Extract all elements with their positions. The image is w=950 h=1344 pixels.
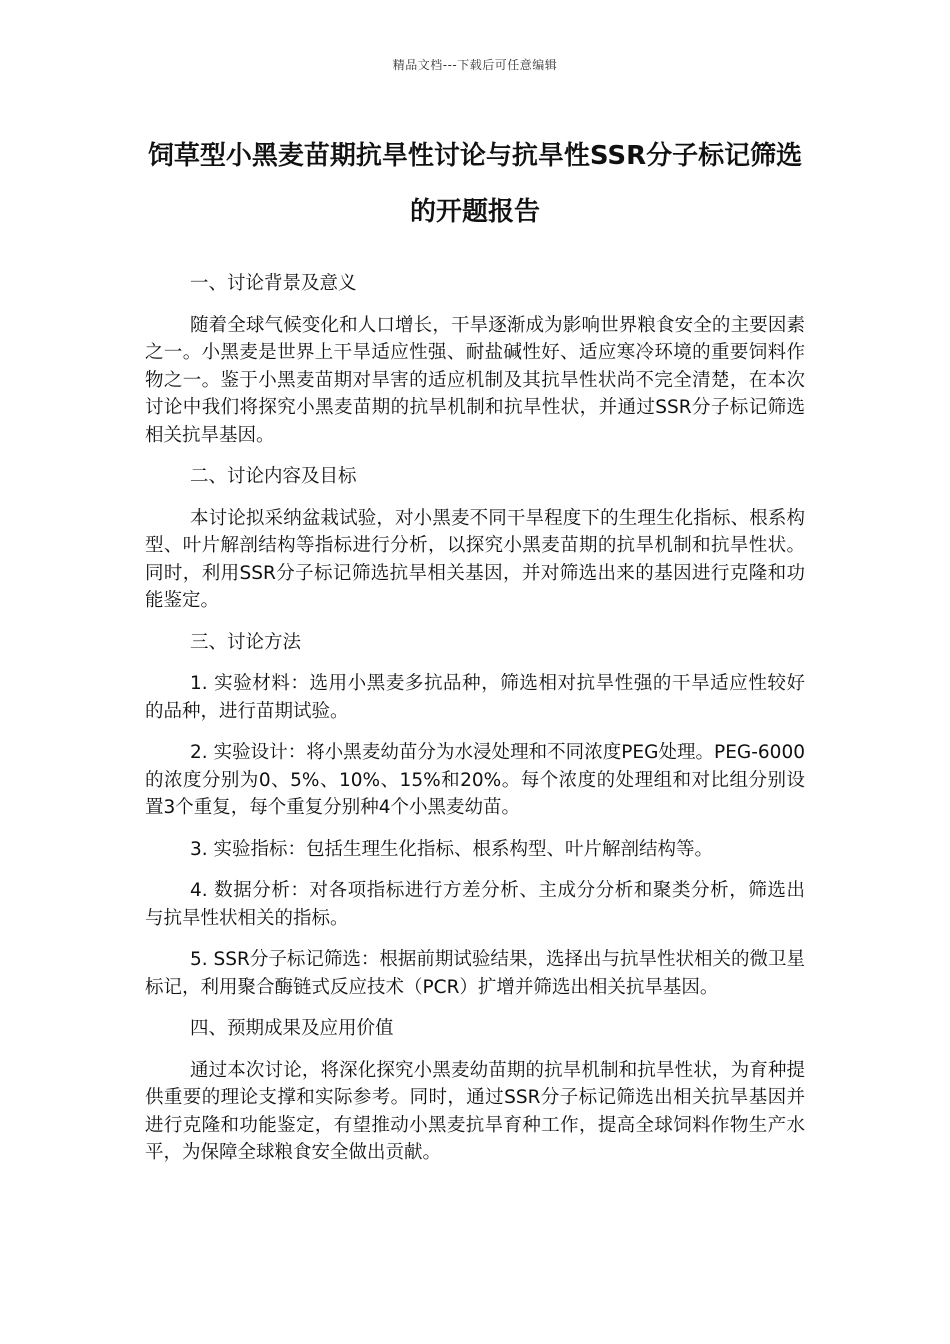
paragraph-outcomes: 通过本次讨论，将深化探究小黑麦幼苗期的抗旱机制和抗旱性状，为育种提供重要的理论支撑和实际参考。同时，通过SSR分子标记筛选出相关抗旱基因并进行克隆和功能鉴定，有望推动小黑麦抗旱育种工作，提高全球饲料作物生产水平，为保障全球粮食安全做出贡献。 — [145, 1059, 805, 1163]
section-heading-methods: 三、讨论方法 — [190, 631, 302, 653]
paragraph-background: 随着全球气候变化和人口增长，干旱逐渐成为影响世界粮食安全的主要因素之一。小黑麦是世界上干旱适应性强、耐盐碱性好、适应寒冷环境的重要饲料作物之一。鉴于小黑麦苗期对旱害的适应机制及其抗旱性状尚不完全清楚，在本次讨论中我们将探究小黑麦苗期的抗旱机制和抗旱性状，并通过SSR分子标记筛选相关抗旱基因。 — [145, 314, 805, 446]
paragraph-method-analysis: 4. 数据分析：对各项指标进行方差分析、主成分分析和聚类分析，筛选出与抗旱性状相关的指标。 — [145, 880, 805, 929]
section-heading-content: 二、讨论内容及目标 — [190, 466, 357, 487]
section-heading-background: 一、讨论背景及意义 — [190, 273, 357, 294]
paragraph-content: 本讨论拟采纳盆栽试验，对小黑麦不同干旱程度下的生理生化指标、根系构型、叶片解剖结构等指标进行分析，以探究小黑麦苗期的抗旱机制和抗旱性状。同时，利用SSR分子标记筛选抗旱相关基因，并对筛选出来的基因进行克隆和功能鉴定。 — [145, 507, 805, 611]
paragraph-method-indicators: 3. 实验指标：包括生理生化指标、根系构型、叶片解剖结构等。 — [190, 838, 714, 860]
document-body — [145, 270, 805, 1181]
page-header: 精品文档---下载后可任意编辑 — [392, 58, 558, 72]
paragraph-method-design: 2. 实验设计：将小黑麦幼苗分为水浸处理和不同浓度PEG处理。PEG-6000的浓度分别为0、5%、10%、15%和20%。每个浓度的处理组和对比组分别设置3个重复，每个重复分别种4个小黑麦幼苗。 — [145, 742, 805, 818]
section-heading-outcomes: 四、预期成果及应用价值 — [190, 1018, 394, 1039]
document-title: 饲草型小黑麦苗期抗旱性讨论与抗旱性SSR分子标记筛选的开题报告 — [147, 141, 803, 227]
paragraph-method-ssr: 5. SSR分子标记筛选：根据前期试验结果，选择出与抗旱性状相关的微卫星标记，利用聚合酶链式反应技术（PCR）扩增并筛选出相关抗旱基因。 — [145, 949, 805, 998]
paragraph-method-materials: 1. 实验材料：选用小黑麦多抗品种，筛选相对抗旱性强的干旱适应性较好的品种，进行苗期试验。 — [145, 673, 805, 722]
